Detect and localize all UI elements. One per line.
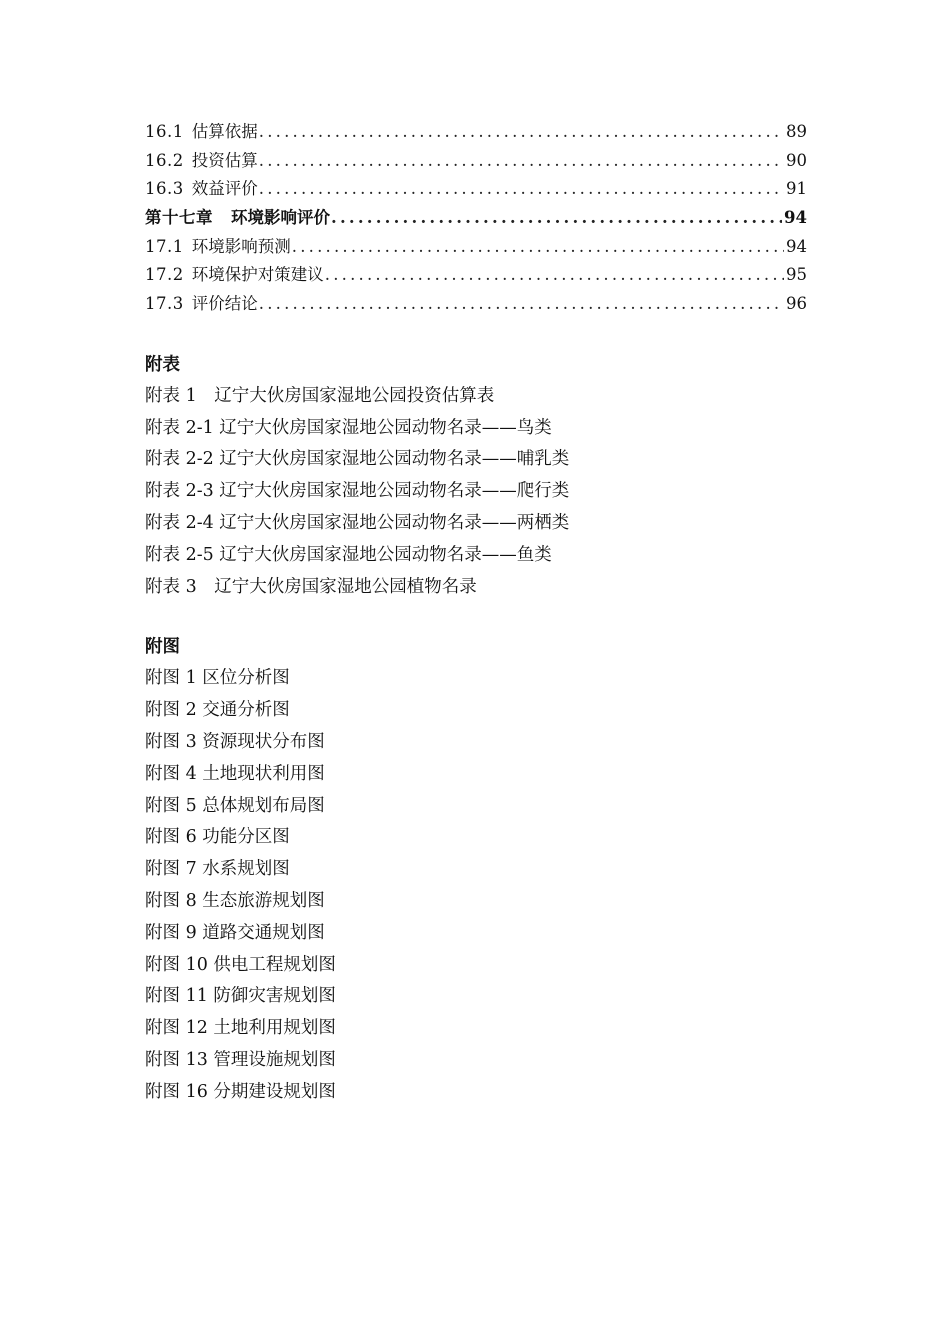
toc-page-number: 96 bbox=[786, 294, 807, 314]
appendix-figure-item: 附图 3 资源现状分布图 bbox=[145, 731, 325, 752]
toc-page-number: 89 bbox=[786, 122, 807, 141]
appendix-table-item: 附表 2-2 辽宁大伙房国家湿地公园动物名录——哺乳类 bbox=[145, 449, 570, 470]
appendix-figure-item: 附图 7 水系规划图 bbox=[145, 859, 290, 880]
appendix-figure-item: 附图 10 供电工程规划图 bbox=[145, 954, 336, 975]
toc-page-number: 94 bbox=[784, 208, 807, 228]
appendix-figure-item: 附图 11 防御灾害规划图 bbox=[145, 986, 336, 1007]
appendix-table-item: 附表 2-3 辽宁大伙房国家湿地公园动物名录——爬行类 bbox=[145, 481, 570, 502]
appendix-tables-list bbox=[145, 381, 807, 604]
document-page bbox=[145, 118, 807, 1109]
toc-leader-dots bbox=[259, 290, 784, 319]
toc-section-row[interactable] bbox=[145, 233, 807, 262]
appendix-figures-heading: 附图 bbox=[145, 637, 180, 658]
toc-number: 16.3 bbox=[145, 179, 184, 199]
toc-leader-dots bbox=[259, 147, 784, 176]
toc-number: 17.3 bbox=[145, 294, 184, 314]
appendix-figure-item: 附图 13 管理设施规划图 bbox=[145, 1049, 336, 1070]
appendix-figure-item: 附图 5 总体规划布局图 bbox=[145, 795, 325, 816]
toc-leader-dots bbox=[292, 233, 784, 262]
table-of-contents bbox=[145, 118, 807, 319]
appendix-figures-section bbox=[145, 631, 807, 1108]
appendix-figure-item: 附图 8 生态旅游规划图 bbox=[145, 890, 325, 911]
toc-title: 投资估算 bbox=[191, 150, 258, 170]
toc-page-number: 91 bbox=[786, 179, 807, 199]
toc-section-row[interactable] bbox=[145, 147, 807, 176]
toc-title: 环境影响预测 bbox=[191, 236, 291, 256]
appendix-table-item: 附表 2-4 辽宁大伙房国家湿地公园动物名录——两栖类 bbox=[145, 513, 570, 533]
appendix-table-item: 附表 2-5 辽宁大伙房国家湿地公园动物名录——鱼类 bbox=[145, 544, 552, 565]
appendix-figure-item: 附图 6 功能分区图 bbox=[145, 827, 290, 848]
toc-number: 17.2 bbox=[145, 265, 184, 285]
toc-number: 第十七章 bbox=[145, 208, 213, 228]
toc-number: 17.1 bbox=[145, 236, 184, 256]
appendix-figures-list bbox=[145, 663, 807, 1108]
toc-page-number: 90 bbox=[786, 150, 807, 170]
appendix-figure-item: 附图 9 道路交通规划图 bbox=[145, 922, 325, 943]
appendix-figure-item: 附图 12 土地利用规划图 bbox=[145, 1018, 336, 1039]
toc-section-row[interactable] bbox=[145, 175, 807, 204]
toc-title: 环境保护对策建议 bbox=[191, 265, 324, 285]
toc-page-number: 94 bbox=[786, 236, 807, 256]
appendix-tables-heading: 附表 bbox=[145, 354, 180, 375]
toc-leader-dots bbox=[331, 204, 782, 233]
toc-title: 估算依据 bbox=[191, 122, 258, 141]
appendix-table-item: 附表 3 辽宁大伙房国家湿地公园植物名录 bbox=[145, 576, 477, 597]
appendix-table-item: 附表 1 辽宁大伙房国家湿地公园投资估算表 bbox=[145, 385, 495, 406]
appendix-figure-item: 附图 2 交通分析图 bbox=[145, 700, 290, 721]
appendix-table-item: 附表 2-1 辽宁大伙房国家湿地公园动物名录——鸟类 bbox=[145, 417, 552, 438]
toc-section-row[interactable] bbox=[145, 261, 807, 290]
appendix-tables-section bbox=[145, 349, 807, 604]
toc-number: 16.2 bbox=[145, 150, 184, 170]
toc-leader-dots bbox=[259, 175, 784, 204]
toc-number: 16.1 bbox=[145, 122, 184, 141]
toc-title: 效益评价 bbox=[191, 179, 258, 199]
toc-title: 环境影响评价 bbox=[231, 208, 330, 228]
toc-section-row[interactable] bbox=[145, 290, 807, 319]
appendix-figure-item: 附图 1 区位分析图 bbox=[145, 668, 290, 689]
toc-title: 评价结论 bbox=[191, 294, 258, 314]
toc-leader-dots bbox=[259, 118, 784, 147]
toc-section-row[interactable] bbox=[145, 118, 807, 147]
toc-leader-dots bbox=[325, 261, 784, 290]
toc-chapter-row[interactable] bbox=[145, 204, 807, 233]
appendix-figure-item: 附图 4 土地现状利用图 bbox=[145, 763, 325, 784]
toc-page-number: 95 bbox=[786, 265, 807, 285]
appendix-figure-item: 附图 16 分期建设规划图 bbox=[145, 1081, 336, 1102]
